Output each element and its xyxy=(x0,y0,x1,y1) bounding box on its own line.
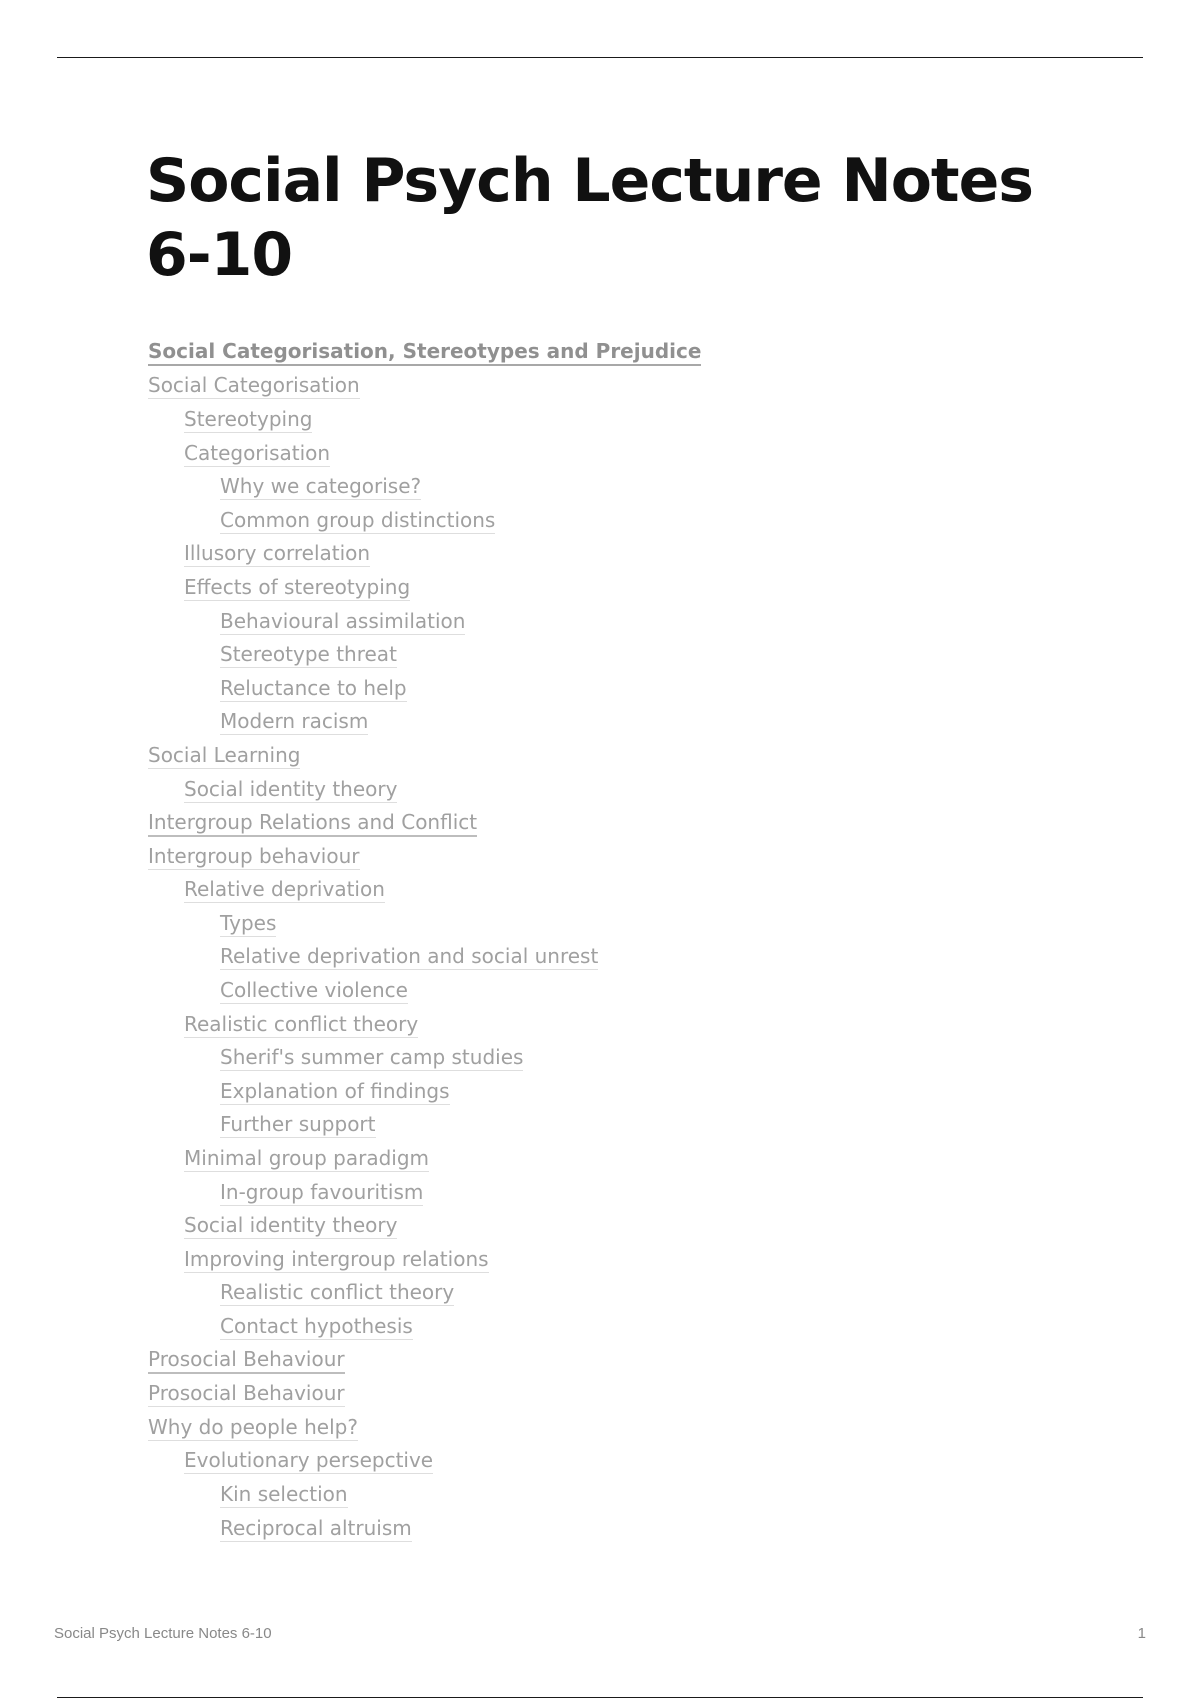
toc-item[interactable] xyxy=(0,1142,1200,1176)
toc-item-link[interactable]: Illusory correlation xyxy=(184,541,371,566)
toc-item-link[interactable]: Evolutionary persepctive xyxy=(184,1448,434,1473)
toc-item-link[interactable]: Social identity theory xyxy=(184,1213,398,1238)
toc-item-link[interactable]: Minimal group paradigm xyxy=(184,1146,429,1171)
toc-item-link[interactable]: In-group favouritism xyxy=(220,1179,424,1204)
toc-item[interactable] xyxy=(0,605,1200,639)
toc-item-link[interactable]: Social Learning xyxy=(148,742,301,767)
toc-item[interactable] xyxy=(0,1344,1200,1378)
toc-item[interactable] xyxy=(0,874,1200,908)
toc-item[interactable] xyxy=(0,773,1200,807)
toc-item[interactable] xyxy=(0,1209,1200,1243)
toc-item[interactable] xyxy=(0,1478,1200,1512)
toc-item[interactable] xyxy=(0,1008,1200,1042)
toc-item[interactable] xyxy=(0,1176,1200,1210)
toc-item[interactable] xyxy=(0,1109,1200,1143)
toc-item-link[interactable]: Prosocial Behaviour xyxy=(148,1381,345,1406)
toc-item[interactable] xyxy=(0,806,1200,840)
toc-item[interactable] xyxy=(0,706,1200,740)
toc-item[interactable] xyxy=(0,907,1200,941)
toc-item[interactable] xyxy=(0,1377,1200,1411)
toc-item-link[interactable]: Realistic conflict theory xyxy=(220,1280,455,1305)
toc-item[interactable] xyxy=(0,571,1200,605)
toc-item[interactable] xyxy=(0,941,1200,975)
toc-item-link[interactable]: Relative deprivation xyxy=(184,877,385,902)
toc-item-link[interactable]: Why we categorise? xyxy=(220,474,422,499)
toc-item[interactable] xyxy=(0,672,1200,706)
toc-item-link[interactable]: Realistic conflict theory xyxy=(184,1011,419,1036)
toc-item-link[interactable]: Contact hypothesis xyxy=(220,1314,413,1339)
toc-item-link[interactable]: Reciprocal altruism xyxy=(220,1515,412,1540)
toc-item-link[interactable]: Further support xyxy=(220,1112,376,1137)
toc-item[interactable] xyxy=(0,840,1200,874)
toc-item-link[interactable]: Intergroup Relations and Conflict xyxy=(148,810,477,837)
toc-item[interactable] xyxy=(0,1310,1200,1344)
toc-item[interactable] xyxy=(0,403,1200,437)
toc-item[interactable] xyxy=(0,739,1200,773)
toc-item-link[interactable]: Relative deprivation and social unrest xyxy=(220,944,599,969)
toc-item-link[interactable]: Social Categorisation xyxy=(148,373,360,398)
toc-item-link[interactable]: Explanation of findings xyxy=(220,1078,450,1103)
toc-item[interactable] xyxy=(0,504,1200,538)
toc-item[interactable] xyxy=(0,538,1200,572)
top-rule xyxy=(57,57,1143,58)
toc-item-link[interactable]: Behavioural assimilation xyxy=(220,608,466,633)
toc-item-link[interactable]: Common group distinctions xyxy=(220,507,496,532)
toc-item-link[interactable]: Kin selection xyxy=(220,1481,348,1506)
toc-item-link[interactable]: Social identity theory xyxy=(184,776,398,801)
toc-item-link[interactable]: Categorisation xyxy=(184,440,331,465)
toc-item-link[interactable]: Modern racism xyxy=(220,709,369,734)
toc-item-link[interactable]: Why do people help? xyxy=(148,1414,358,1439)
table-of-contents xyxy=(0,336,1200,1545)
toc-item[interactable] xyxy=(0,336,1200,370)
toc-item-link[interactable]: Collective violence xyxy=(220,978,408,1003)
toc-item[interactable] xyxy=(0,1243,1200,1277)
toc-item[interactable] xyxy=(0,437,1200,471)
toc-item-link[interactable]: Types xyxy=(220,910,277,935)
toc-item-link[interactable]: Intergroup behaviour xyxy=(148,843,360,868)
page-title: Social Psych Lecture Notes 6-10 xyxy=(146,146,1034,290)
toc-item-link[interactable]: Prosocial Behaviour xyxy=(148,1347,345,1374)
toc-item[interactable] xyxy=(0,974,1200,1008)
toc-item-link[interactable]: Stereotype threat xyxy=(220,642,397,667)
toc-item[interactable] xyxy=(0,638,1200,672)
toc-item-link[interactable]: Social Categorisation, Stereotypes and Prejudice xyxy=(148,339,701,366)
toc-item[interactable] xyxy=(0,1277,1200,1311)
toc-item-link[interactable]: Improving intergroup relations xyxy=(184,1246,489,1271)
toc-item[interactable] xyxy=(0,370,1200,404)
toc-item[interactable] xyxy=(0,1512,1200,1546)
bottom-rule xyxy=(57,1697,1143,1698)
toc-item-link[interactable]: Stereotyping xyxy=(184,406,313,431)
toc-item-link[interactable]: Sherif's summer camp studies xyxy=(220,1045,524,1070)
footer-title: Social Psych Lecture Notes 6-10 xyxy=(54,1625,272,1642)
toc-item[interactable] xyxy=(0,1411,1200,1445)
page-number: 1 xyxy=(1137,1625,1146,1642)
toc-item[interactable] xyxy=(0,470,1200,504)
toc-item-link[interactable]: Effects of stereotyping xyxy=(184,574,411,599)
toc-item[interactable] xyxy=(0,1041,1200,1075)
toc-item[interactable] xyxy=(0,1075,1200,1109)
toc-item-link[interactable]: Reluctance to help xyxy=(220,675,407,700)
toc-item[interactable] xyxy=(0,1445,1200,1479)
